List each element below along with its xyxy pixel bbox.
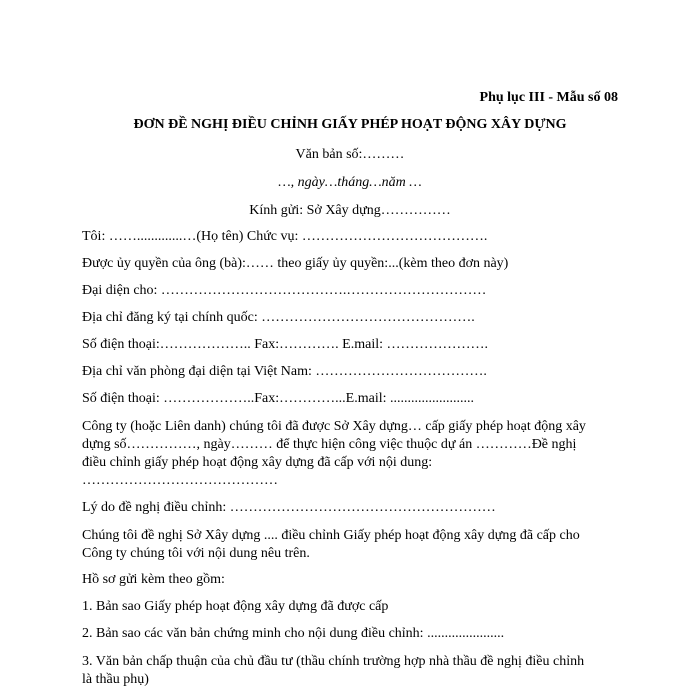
representative-line: Đại diện cho: ………………………………….…………………………: [82, 283, 487, 298]
company-paragraph: [82, 418, 622, 490]
attachment-item-3-line: 3. Văn bản chấp thuận của chủ đầu tư (thầu chính trường hợp nhà thầu đề nghị điều chỉnh: [82, 654, 585, 669]
document-date: …, ngày…tháng…năm …: [278, 175, 422, 190]
attachment-item-3-line: là thầu phụ): [82, 672, 149, 687]
phone-fax-email-line-1: Số điện thoại:……………….. Fax:…………. E.mail: ………………….: [82, 337, 488, 352]
appendix-label: Phụ lục III - Mẫu số 08: [479, 90, 618, 105]
request-paragraph-line: Công ty chúng tôi với nội dung nêu trên.: [82, 546, 310, 561]
attachment-item-1: 1. Bản sao Giấy phép hoạt động xây dựng đã được cấp: [82, 599, 389, 614]
vn-office-address-line: Địa chỉ văn phòng đại diện tại Việt Nam: ……………………………….: [82, 364, 487, 379]
attachments-heading: Hồ sơ gửi kèm theo gồm:: [82, 572, 225, 587]
phone-fax-email-line-2: Số điện thoại: ………………..Fax:…………...E.mail: ........................: [82, 391, 474, 406]
request-paragraph: [82, 527, 622, 563]
attachment-item-2: 2. Bản sao các văn bản chứng minh cho nội dung điều chỉnh: ......................: [82, 626, 505, 641]
document-title: ĐƠN ĐỀ NGHỊ ĐIỀU CHỈNH GIẤY PHÉP HOẠT ĐỘNG XÂY DỰNG: [133, 117, 567, 132]
recipient-line: Kính gửi: Sở Xây dựng……………: [249, 203, 451, 218]
attachment-item-3: [82, 653, 622, 689]
applicant-line: Tôi: …….............…(Họ tên) Chức vụ: ………………………………….: [82, 229, 488, 244]
authorization-line: Được ủy quyền của ông (bà):…… theo giấy ủy quyền:...(kèm theo đơn này): [82, 256, 509, 271]
company-paragraph-line: Công ty (hoặc Liên danh) chúng tôi đã được Sở Xây dựng… cấp giấy phép hoạt động xây: [82, 419, 586, 434]
company-paragraph-line: ……………………………………: [82, 473, 278, 488]
company-paragraph-line: dựng số……………, ngày……… để thực hiện công việc thuộc dự án …………Đề nghị: [82, 437, 577, 452]
document-number: Văn bản số:………: [295, 147, 405, 162]
reason-line: Lý do đề nghị điều chỉnh: …………………………………………………: [82, 500, 496, 515]
home-address-line: Địa chỉ đăng ký tại chính quốc: ……………………………………….: [82, 310, 475, 325]
company-paragraph-line: điều chỉnh giấy phép hoạt động xây dựng đã cấp với nội dung:: [82, 455, 433, 470]
request-paragraph-line: Chúng tôi đề nghị Sở Xây dựng .... điều chỉnh Giấy phép hoạt động xây dựng đã cấp cho: [82, 528, 580, 543]
